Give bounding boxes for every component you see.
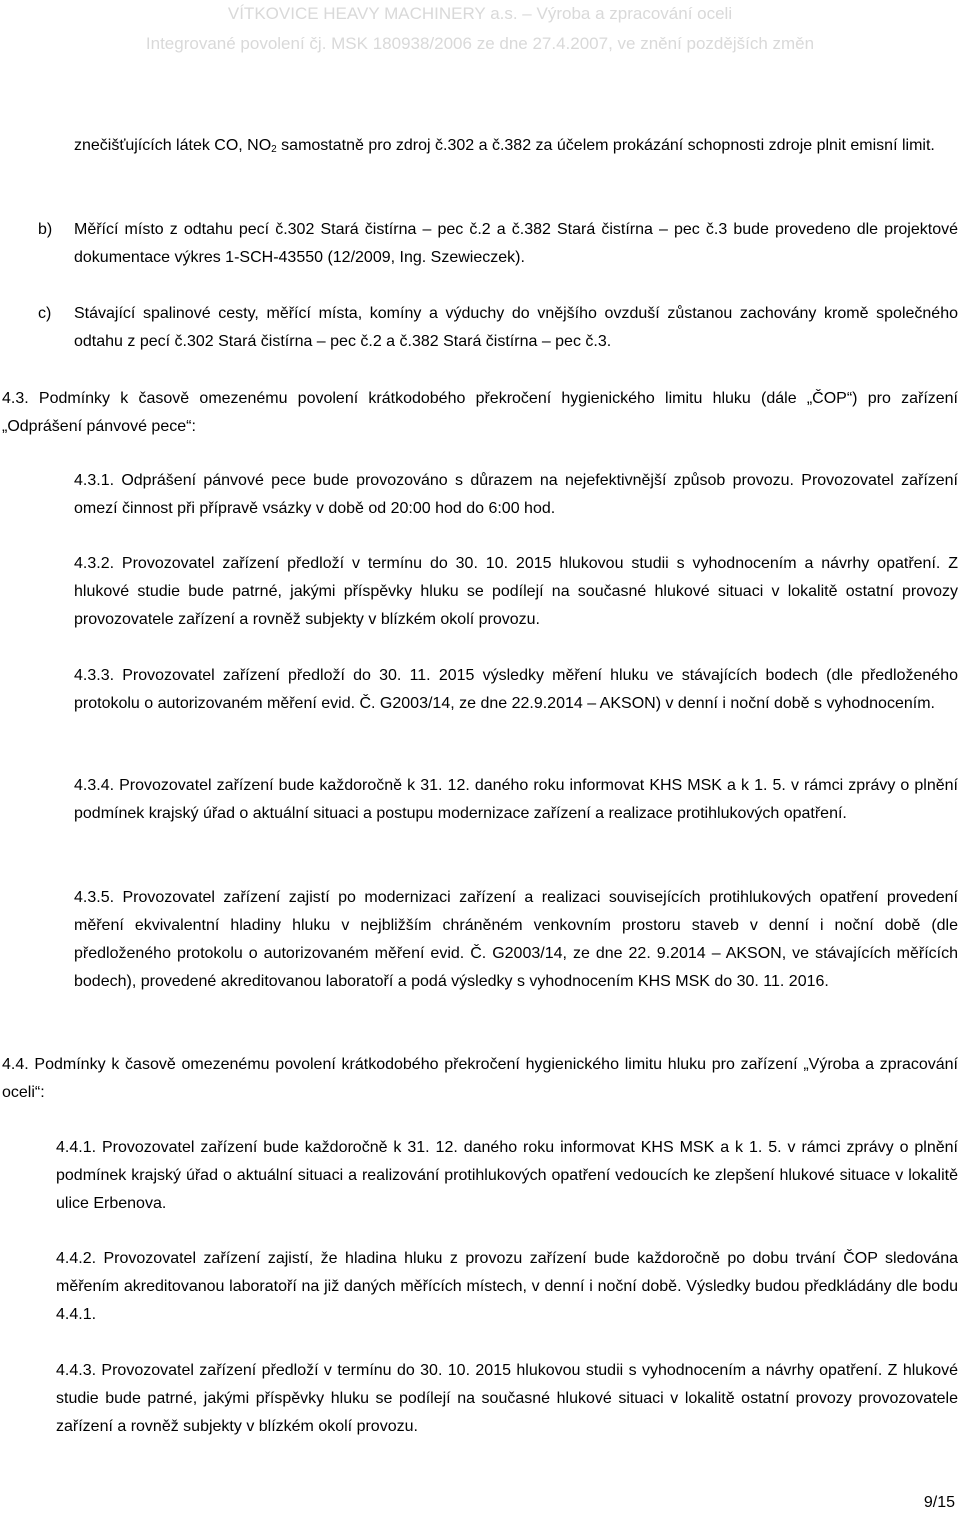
section-4-4-2: 4.4.2. Provozovatel zařízení zajistí, že hladina hluku z provozu zařízení bude každoročně po dobu trvání ČOP sledována měřením akreditovanou laboratoří na již daných měřících místech, v denní i noční době. Výsledky budou předkládány dle bodu 4.4.1.: [56, 1250, 958, 1323]
section-4-4: 4.4. Podmínky k časově omezenému povolení krátkodobého překročení hygienického limitu hluku pro zařízení „Výroba a zpracování oceli“:: [2, 1056, 958, 1101]
section-4-3-3: 4.3.3. Provozovatel zařízení předloží do 30. 11. 2015 výsledky měření hluku ve stávajících bodech (dle předloženého protokolu o autorizovaném měření evid. Č. G2003/14, ze dne 22.9.2014 – AKSON) v denní i noční době s vyhodnocením.: [74, 667, 958, 712]
section-4-3-5: 4.3.5. Provozovatel zařízení zajistí po modernizaci zařízení a realizaci souvisejících protihlukových opatření provedení měření ekvivalentní hladiny hluku v nejbližším chráněném venkovním prostoru staveb v denní i noční době (dle předloženého protokolu o autorizovaném měření evid. Č. G2003/14, ze dne 22. 9.2014 – AKSON, ve stávajících měřících bodech), provedené akreditovanou laboratoří a podá výsledky s vyhodnocením KHS MSK do 30. 11. 2016.: [74, 889, 958, 990]
item-b-label: b): [38, 221, 53, 238]
section-4-3-1: 4.3.1. Odprášení pánvové pece bude provozováno s důrazem na nejefektivnější způsob provozu. Provozovatel zařízení omezí činnost při přípravě vsázky v době od 20:00 hod do 6:00 hod.: [74, 472, 958, 517]
section-4-4-3: 4.4.3. Provozovatel zařízení předloží v termínu do 30. 10. 2015 hlukovou studii s vyhodnocením a návrhy opatření. Z hlukové studie bude patrné, jakými příspěvky hluku se podílejí na současné hlukové situaci v lokalitě ostatní provozy provozovatele zařízení a rovněž subjekty v blízkém okolí provozu.: [56, 1362, 958, 1435]
section-4-3-4: 4.3.4. Provozovatel zařízení bude každoročně k 31. 12. daného roku informovat KHS MSK a k 1. 5. v rámci zprávy o plnění podmínek krajský úřad o aktuální situaci a postupu modernizace zařízení a realizace protihlukových opatření.: [74, 777, 958, 822]
item-c-text: Stávající spalinové cesty, měřící místa, komíny a výduchy do vnějšího ovzduší zůstanou zachovány kromě společného odtahu z pecí č.302 Stará čistírna – pec č.2 a č.382 Stará čistírna – pec č.3.: [74, 305, 958, 350]
section-4-4-1: 4.4.1. Provozovatel zařízení bude každoročně k 31. 12. daného roku informovat KHS MSK a k 1. 5. v rámci zprávy o plnění podmínek krajský úřad o aktuální situaci a realizování protihlukových opatření vedoucích ke zlepšení hlukové situace v lokalitě ulice Erbenova.: [56, 1139, 958, 1212]
header-title: VÍTKOVICE HEAVY MACHINERY a.s. – Výroba a zpracování oceli: [227, 4, 733, 23]
page-number: 9/15: [923, 1494, 955, 1511]
intro-subscript: 2: [271, 144, 277, 155]
section-4-3-2: 4.3.2. Provozovatel zařízení předloží v termínu do 30. 10. 2015 hlukovou studii s vyhodnocením a návrhy opatření. Z hlukové studie bude patrné, jakými příspěvky hluku se podílejí na současné hlukové situaci v lokalitě ostatní provozy provozovatele zařízení a rovněž subjekty v blízkém okolí provozu.: [74, 555, 958, 628]
item-c-label: c): [38, 305, 52, 322]
paragraph-intro: [74, 132, 958, 164]
header-subtitle: Integrované povolení čj. MSK 180938/2006 ze dne 27.4.2007, ve znění pozdějších změn: [145, 34, 815, 53]
intro-text-part2: samostatně pro zdroj č.302 a č.382 za účelem prokázání schopnosti zdroje plnit emisní limit.: [276, 137, 935, 154]
section-4-3: 4.3. Podmínky k časově omezenému povolení krátkodobého překročení hygienického limitu hluku (dále „ČOP“) pro zařízení „Odprášení pánvové pece“:: [2, 390, 958, 435]
item-b-text: Měřící místo z odtahu pecí č.302 Stará čistírna – pec č.2 a č.382 Stará čistírna – pec č.3 bude provedeno dle projektové dokumentace výkres 1-SCH-43550 (12/2009, Ing. Szewieczek).: [74, 221, 958, 266]
intro-text-part1: znečišťujících látek CO, NO: [74, 137, 272, 154]
